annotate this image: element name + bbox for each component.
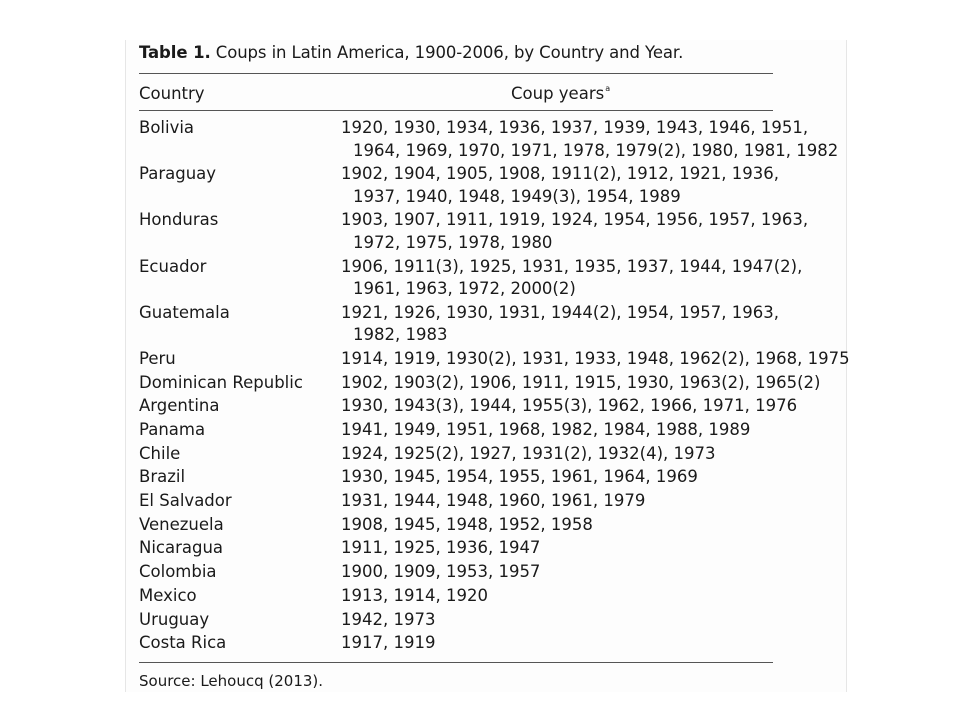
country-cell: Mexico [139, 585, 197, 605]
coup-years-cell [341, 419, 781, 442]
table-row [139, 443, 787, 466]
coup-years-cell [341, 348, 850, 371]
coup-years-cell [341, 302, 781, 347]
country-cell: Venezuela [139, 514, 224, 534]
table-row [139, 419, 787, 442]
document-page [125, 40, 850, 692]
coup-years-line: 1908, 1945, 1948, 1952, 1958 [341, 514, 593, 534]
coup-years-line: 1982, 1983 [353, 325, 448, 345]
table-row [139, 561, 787, 584]
coup-years-line: 1920, 1930, 1934, 1936, 1937, 1939, 1943, 1946, 1951, [341, 118, 809, 137]
table-row [139, 514, 787, 537]
coup-years-line: 1941, 1949, 1951, 1968, 1982, 1984, 1988, 1989 [341, 420, 751, 439]
coup-years-cell [341, 372, 821, 395]
table-row [139, 117, 839, 162]
table-row [139, 256, 803, 301]
table-caption: Coups in Latin America, 1900-2006, by Country and Year. [215, 43, 684, 62]
coup-years-line: 1964, 1969, 1970, 1971, 1978, 1979(2), 1980, 1981, 1982 [353, 140, 839, 160]
column-header-country: Country [139, 84, 205, 103]
coup-years-line: 1972, 1975, 1978, 1980 [353, 232, 553, 252]
coup-years-line: 1902, 1904, 1905, 1908, 1911(2), 1912, 1921, 1936, [341, 164, 779, 184]
table-row [139, 302, 787, 347]
column-header-years-label: Coup years [511, 84, 605, 103]
coup-years-line: 1902, 1903(2), 1906, 1911, 1915, 1930, 1963(2), 1965(2) [341, 372, 821, 392]
table-row [139, 466, 787, 489]
table-row [139, 163, 787, 208]
coup-years-line: 1900, 1909, 1953, 1957 [341, 562, 541, 582]
coup-years-cell [341, 443, 781, 466]
country-cell: Dominican Republic [139, 372, 303, 392]
coup-years-cell [341, 209, 809, 254]
country-cell: Chile [139, 443, 181, 463]
coup-years-cell [341, 609, 781, 632]
coup-years-cell [341, 395, 798, 418]
coup-years-line: 1917, 1919 [341, 633, 436, 653]
table-row [139, 632, 787, 655]
country-cell: Paraguay [139, 164, 217, 184]
coup-years-line: 1924, 1925(2), 1927, 1931(2), 1932(4), 1973 [341, 443, 716, 463]
table-row [139, 209, 809, 254]
country-cell: Panama [139, 420, 206, 439]
source-note: Source: Lehoucq (2013). [139, 672, 324, 690]
coup-years-line: 1911, 1925, 1936, 1947 [341, 538, 541, 558]
coup-years-cell [341, 466, 781, 489]
country-cell: Brazil [139, 467, 186, 487]
coup-years-cell [341, 561, 781, 584]
table-row [139, 348, 850, 371]
coup-years-line: 1903, 1907, 1911, 1919, 1924, 1954, 1956, 1957, 1963, [341, 210, 809, 230]
header-rule [139, 110, 773, 111]
coup-years-cell [341, 163, 781, 208]
coup-years-cell [341, 490, 781, 513]
country-cell: Costa Rica [139, 633, 227, 653]
table-row [139, 609, 787, 632]
country-cell: Peru [139, 348, 176, 368]
coup-years-line: 1930, 1945, 1954, 1955, 1961, 1964, 1969 [341, 467, 698, 487]
coup-years-line: 1930, 1943(3), 1944, 1955(3), 1962, 1966, 1971, 1976 [341, 396, 798, 416]
coup-years-line: 1906, 1911(3), 1925, 1931, 1935, 1937, 1944, 1947(2), [341, 256, 803, 276]
coup-years-cell [341, 585, 781, 608]
footnote-marker: a [605, 84, 611, 93]
coup-years-cell [341, 537, 781, 560]
table-body [139, 117, 850, 656]
country-cell: Bolivia [139, 118, 195, 137]
coup-years-cell [341, 632, 781, 655]
country-cell: Honduras [139, 210, 219, 230]
bottom-rule [139, 662, 773, 663]
coup-years-line: 1931, 1944, 1948, 1960, 1961, 1979 [341, 491, 646, 511]
coup-years-line: 1913, 1914, 1920 [341, 585, 488, 605]
coup-years-line: 1961, 1963, 1972, 2000(2) [353, 279, 576, 299]
table-row [139, 537, 787, 560]
column-header-years [511, 84, 610, 103]
country-cell: Guatemala [139, 302, 230, 322]
country-cell: Argentina [139, 396, 220, 416]
table-row [139, 372, 821, 395]
coup-years-line: 1914, 1919, 1930(2), 1931, 1933, 1948, 1962(2), 1968, 1975 [341, 348, 850, 368]
coup-years-line: 1921, 1926, 1930, 1931, 1944(2), 1954, 1957, 1963, [341, 302, 779, 322]
coup-years-cell [341, 256, 803, 301]
table-row [139, 395, 798, 418]
table-title [139, 43, 683, 62]
country-cell: Uruguay [139, 609, 210, 629]
table-number: Table 1. [139, 43, 211, 62]
coup-years-line: 1937, 1940, 1948, 1949(3), 1954, 1989 [353, 186, 681, 206]
coup-years-cell [341, 117, 839, 162]
table-row [139, 490, 787, 513]
country-cell: Ecuador [139, 256, 207, 276]
country-cell: El Salvador [139, 491, 232, 511]
table-row [139, 585, 787, 608]
coup-years-line: 1942, 1973 [341, 609, 436, 629]
country-cell: Colombia [139, 562, 217, 582]
coup-years-cell [341, 514, 781, 537]
country-cell: Nicaragua [139, 538, 224, 558]
top-rule [139, 73, 773, 74]
